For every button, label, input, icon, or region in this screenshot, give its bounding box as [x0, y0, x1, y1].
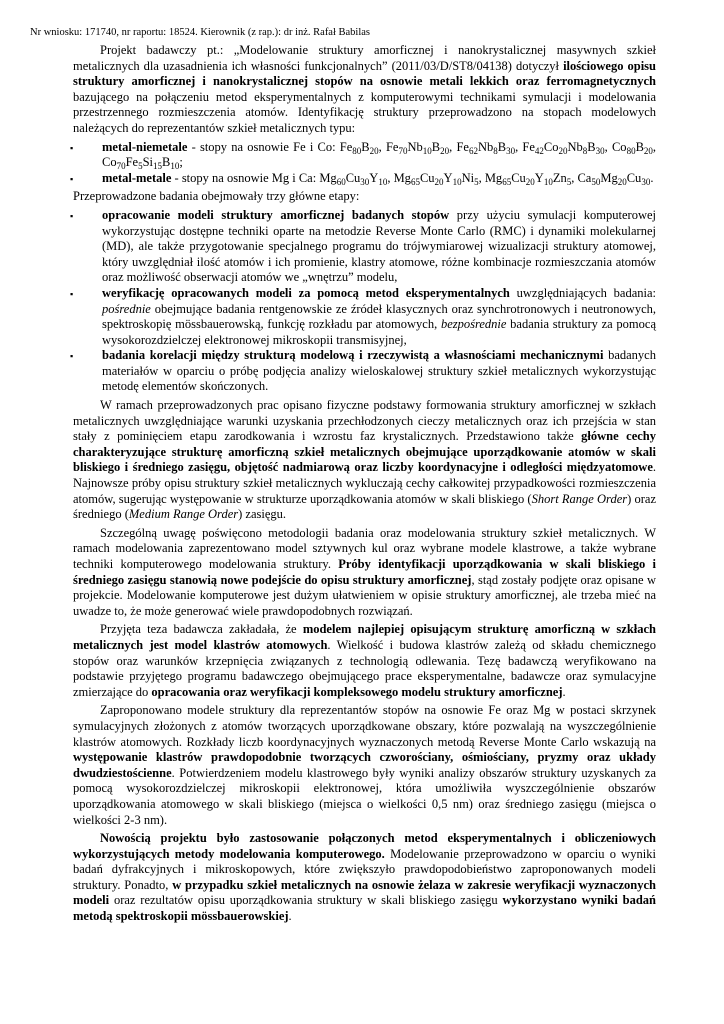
subscript: 20 — [643, 145, 653, 156]
bold-run: w przypadku szkieł metalicznych na osnowie żelaza w zakresie weryfikacji wyznaczonych modeli — [73, 877, 657, 908]
text-run: , stąd zostały podjęte oraz opisane w projekcie. Modelowanie komputerowe jest dużym ułatwieniem w opisie struktury amorficznej, ale trzeba mieć na uwadze to, że może generować wiele prawdopodobnych rozwiązań. — [73, 572, 656, 618]
text-run: Si — [142, 155, 154, 170]
subscript: 5 — [138, 161, 143, 172]
subscript: 30 — [506, 145, 516, 156]
subscript: 65 — [410, 176, 420, 187]
subscript: 8 — [493, 145, 498, 156]
text-run: Fe — [125, 155, 139, 170]
italic-run: pośrednie — [102, 301, 151, 316]
text-run: , Co — [604, 139, 627, 154]
subscript: 80 — [626, 145, 636, 156]
bold-run: weryfikację opracowanych modeli za pomocą metod eksperymentalnych — [102, 285, 510, 300]
text-run: , Fe — [449, 139, 469, 154]
bold-run: wykorzystano wyniki badań metodą spektroskopii mössbauerowskiej — [73, 893, 656, 924]
intro-paragraph — [73, 43, 656, 137]
report-header: Nr wniosku: 171740, nr raportu: 18524. Kierownik (z rap.): dr inż. Rafał Babilas — [30, 27, 371, 38]
text-run: Projekt badawczy pt.: „Modelowanie struktury amorficznej i nanokrystalicznej masywnych szkieł metalicznych dla uzasadnienia ich własności funkcjonalnych” (2011/03/D/ST8/04138) dotyczył — [73, 43, 656, 73]
subscript: 10 — [170, 161, 180, 172]
subscript: 70 — [398, 145, 408, 156]
bold-run: opracowanie modeli struktury amorficznej badanych stopów — [102, 207, 450, 222]
text-run: . — [288, 909, 292, 924]
text-run: Cu — [419, 170, 435, 185]
italic-run: Medium Range Order — [128, 507, 239, 522]
text-run: Szczególną uwagę poświęcono metodologii badania oraz modelowania struktury szkieł metalicznych. W ramach modelowania zaprezentowano model sztywnych kul oraz wybrane modele klastrowe, a także wybrane techniki komputerowego modelowania struktury. — [73, 525, 656, 571]
stages-intro — [73, 189, 656, 205]
text-run: B — [431, 139, 441, 154]
text-run: . — [650, 170, 654, 185]
subscript: 30 — [360, 176, 370, 187]
text-run: badania struktury za pomocą wysokorozdzielczej elektronowej mikroskopii transmisyjnej, — [102, 317, 657, 347]
thesis-paragraph — [73, 622, 656, 700]
text-run: , Fe — [515, 139, 535, 154]
text-run: przy użyciu symulacji komputerowej wykorzystując dostępne techniki oparte na metodzie Reverse Monte Carlo (RMC) i dynamiki molekularnej (MD), ale także przygotowanie specjalnego programu do trójwymiarowej wizualizacji struktury atomowej, który uwzględniał ilość atomów i ich promienie, klastry atomowe, różne kombinacje rozmieszczania atomów oraz możliwość obserwacji atomów we „wnętrzu” modelu, — [102, 207, 656, 285]
text-run: . — [562, 684, 566, 699]
text-run: badanych materiałów w oparciu o próbę podjęcia analizy wieloskalowej struktury szkieł metalicznych wykorzystując metodę elementów skończonych. — [102, 348, 656, 394]
list-item — [70, 170, 656, 187]
text-run: Zn — [552, 170, 567, 185]
models-paragraph — [73, 703, 656, 828]
subscript: 80 — [352, 145, 362, 156]
subscript: 30 — [595, 145, 605, 156]
subscript: 10 — [543, 176, 553, 187]
bold-run: główne cechy charakteryzujące strukturę amorficzną szkieł metalicznych obejmujące uporządkowanie atomów w skali bliskiego i średniego zasięgu, objętość nadmiarową oraz liczby koordynacyjne i odległości międzyatomowe — [73, 429, 656, 475]
text-run: oraz rezultatów opisu uporządkowania struktury w skali bliskiego zasięgu — [109, 893, 503, 908]
text-run: B — [497, 139, 507, 154]
subscript: 50 — [591, 176, 601, 187]
list-item — [70, 207, 656, 286]
bold-run: modelem najlepiej opisującym strukturę amorficzną w szkłach metalicznych jest model klastrów atomowych — [73, 622, 657, 652]
alloy-type-list — [70, 139, 657, 187]
subscript: 15 — [153, 161, 163, 172]
bold-run: metal-metale — [102, 170, 172, 185]
subscript: 20 — [434, 176, 444, 187]
document-body — [70, 43, 657, 928]
text-run: , Mg — [387, 170, 411, 185]
text-run: ; — [179, 155, 183, 170]
text-run: Nb — [477, 139, 494, 154]
text-run: B — [162, 155, 171, 170]
subscript: 20 — [440, 145, 450, 156]
bold-run: występowanie klastrów prawdopodobnie tworzących czworościany, ośmiościany, pryzmy oraz układy dwudziestościenne — [73, 750, 656, 780]
subscript: 60 — [336, 176, 346, 187]
text-run: Mg — [600, 170, 618, 185]
text-run: Co — [543, 139, 559, 154]
text-run: , Co — [102, 139, 657, 170]
subscript: 10 — [422, 145, 432, 156]
subscript: 20 — [558, 145, 568, 156]
text-run: Cu — [511, 170, 526, 185]
subscript: 65 — [502, 176, 512, 187]
bold-run: Próby identyfikacji uporządkowania w skali bliskiego i średniego zasięgu stanowią nowe podejście do opisu struktury amorficznej — [73, 557, 656, 587]
text-run: Nb — [407, 139, 423, 154]
text-run: B — [587, 139, 596, 154]
subscript: 10 — [378, 176, 388, 187]
bold-run: opracowania oraz weryfikacji kompleksowego modelu struktury amorficznej — [151, 684, 563, 699]
subscript: 70 — [116, 161, 126, 172]
text-run: - stopy na osnowie Mg i Ca: Mg — [171, 170, 337, 185]
square-bullet-icon: ▪ — [70, 210, 74, 221]
subscript: 20 — [617, 176, 627, 187]
text-run: . Najnowsze próby opisu struktury szkieł metalicznych wykluczają cechy całkowitej przypadkowości rozmieszczenia atomów, sugerując występowanie w strukturze uporządkowania atomów w skali bliskiego ( — [73, 460, 656, 506]
text-run: . Potwierdzeniem modelu klastrowego były wyniki analizy obszarów struktury uzyskanych za pomocą wysokorozdzielczej mikroskopii elektronowej, która umożliwiła wyszczególnienie obszarów uporządkowania atomowego w skali bliskiego (miejsca o wielkości 0,5 nm) oraz średniego zasięgu (miejsca o wielkości 2-3 nm). — [73, 765, 656, 827]
square-bullet-icon: ▪ — [70, 142, 74, 153]
subscript: 20 — [369, 145, 379, 156]
text-run: Y — [369, 170, 379, 185]
text-run: Y — [534, 170, 544, 185]
text-run: Nb — [567, 139, 583, 154]
italic-run: Short Range Order — [531, 491, 628, 506]
text-run: Modelowanie przeprowadzono w oparciu o wyniki badań dyfrakcyjnych i mikroskopowych, które zwiększyło prawdopodobieństwo zaproponowanych modeli struktury. Ponadto, — [73, 846, 656, 892]
text-run: B — [361, 139, 370, 154]
bold-run: metal-niemetale — [102, 139, 188, 154]
square-bullet-icon: ▪ — [70, 173, 74, 184]
text-run: Ni — [461, 170, 475, 185]
text-run: W ramach przeprowadzonych prac opisano fizyczne podstawy formowania struktury amorficznej w szkłach metalicznych uwzględniające warunki uzyskania przechłodzonych cieczy metalicznych oraz ich przejścia w stan stały z pominięciem etapu zarodkowania i wzrostu faz krystalicznych. Przedstawiono także — [73, 398, 656, 444]
text-run: Przeprowadzone badania obejmowały trzy główne etapy: — [73, 189, 360, 204]
bold-run: ilościowego opisu struktury amorficznej i nanokrystalicznej stopów na osnowie metali lekkich oraz ferromagnetycznych — [73, 58, 657, 89]
subscript: 30 — [641, 176, 651, 187]
text-run: B — [635, 139, 644, 154]
text-run: bazującego na połączeniu metod eksperymentalnych z komputerowymi technikami symulacji i modelowania przestrzennego rozmieszczenia atomów. Identyfikację struktury przeprowadzono na stopach modelowych należących do reprezentantów szkieł metalicznych typu: — [73, 89, 656, 135]
text-run: , Fe — [378, 139, 399, 154]
text-run: . Wielkość i budowa klastrów zależą od składu chemicznego stopów oraz warunków krzepnięcia związanych z technologią odlewania. Tezę badawczą weryfikowano na podstawie przyjętego programu badawczego obejmującego prace eksperymentalne, badawcze oraz symulacyjne zmierzające do — [73, 637, 656, 699]
text-run: ) oraz średniego ( — [73, 491, 656, 522]
text-run: ) zasięgu. — [238, 507, 287, 522]
novelty-paragraph — [73, 831, 656, 925]
text-run: , Mg — [478, 170, 503, 185]
italic-run: bezpośrednie — [440, 317, 507, 332]
square-bullet-icon: ▪ — [70, 351, 74, 362]
text-run: Cu — [626, 170, 642, 185]
text-run: - stopy na osnowie Fe i Co: Fe — [187, 139, 353, 154]
subscript: 5 — [474, 176, 479, 187]
text-run: obejmujące badania rentgenowskie ze źródeł klasycznych oraz synchrotronowych i neutronowych, spektroskopię mössbauerowską, funkcję rozkładu par atomowych, — [102, 301, 656, 332]
methodology-paragraph — [73, 526, 656, 620]
stages-list — [70, 207, 657, 395]
text-run: Cu — [345, 170, 361, 185]
text-run: Y — [443, 170, 453, 185]
text-run: Zaproponowano modele struktury dla reprezentantów stopów na osnowie Fe oraz Mg w postaci skrzynek symulacyjnych złożonych z atomów tworzących uporządkowane obszary, które pozwalają na wyszczególnienie klastrów atomowych. Rozkłady liczb koordynacyjnych wyznaczonych metodą Reverse Monte Carlo wskazują na — [73, 703, 656, 749]
subscript: 10 — [452, 176, 462, 187]
list-item — [70, 285, 657, 348]
findings-paragraph — [73, 398, 656, 523]
subscript: 42 — [534, 145, 544, 156]
text-run: uwzględniających badania: — [509, 285, 656, 300]
subscript: 8 — [582, 145, 588, 156]
bold-run: Nowością projektu było zastosowanie połączonych metod eksperymentalnych i obliczeniowych wykorzystujących metody modelowania komputerowego. — [73, 831, 656, 861]
text-run: Przyjęta teza badawcza zakładała, że — [100, 622, 303, 637]
square-bullet-icon: ▪ — [70, 288, 74, 299]
list-item — [70, 139, 657, 172]
subscript: 20 — [525, 176, 535, 187]
subscript: 62 — [468, 145, 478, 156]
list-item — [70, 348, 656, 395]
text-run: , Ca — [571, 170, 592, 185]
bold-run: badania korelacji między strukturą modelową i rzeczywistą a własnościami mechanicznymi — [102, 348, 604, 363]
subscript: 5 — [566, 176, 572, 187]
